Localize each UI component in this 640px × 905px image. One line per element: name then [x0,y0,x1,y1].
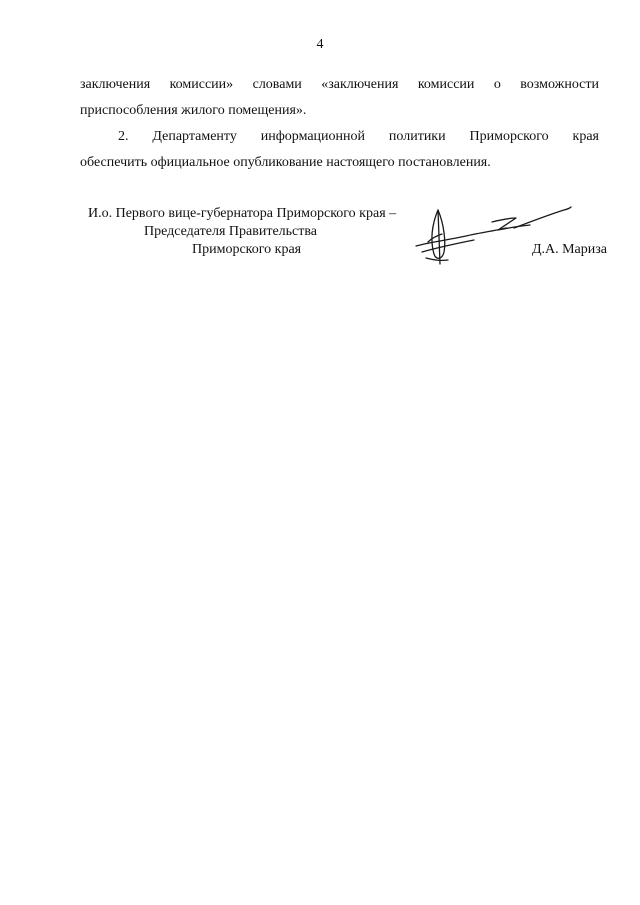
signatory-title-line-1: И.о. Первого вице-губернатора Приморского края – [88,206,397,221]
page-number: 4 [316,37,324,52]
paragraph-1-line-1: заключения комиссии» словами «заключения комиссии о возможности [80,77,599,92]
signatory-title-line-2: Председателя Правительства [144,224,318,239]
paragraph-1-line-2: приспособления жилого помещения». [80,103,307,118]
signatory-title-line-3: Приморского края [192,242,302,257]
paragraph-2-line-2: обеспечить официальное опубликование настоящего постановления. [80,155,491,170]
paragraph-2 [80,124,599,176]
signatory-title [80,205,420,259]
signer-name: Д.А. Мариза [531,242,607,257]
body-text [80,72,599,176]
paragraph-2-line-1: 2. Департаменту информационной политики Приморского края [118,129,599,144]
paragraph-1 [80,72,599,124]
